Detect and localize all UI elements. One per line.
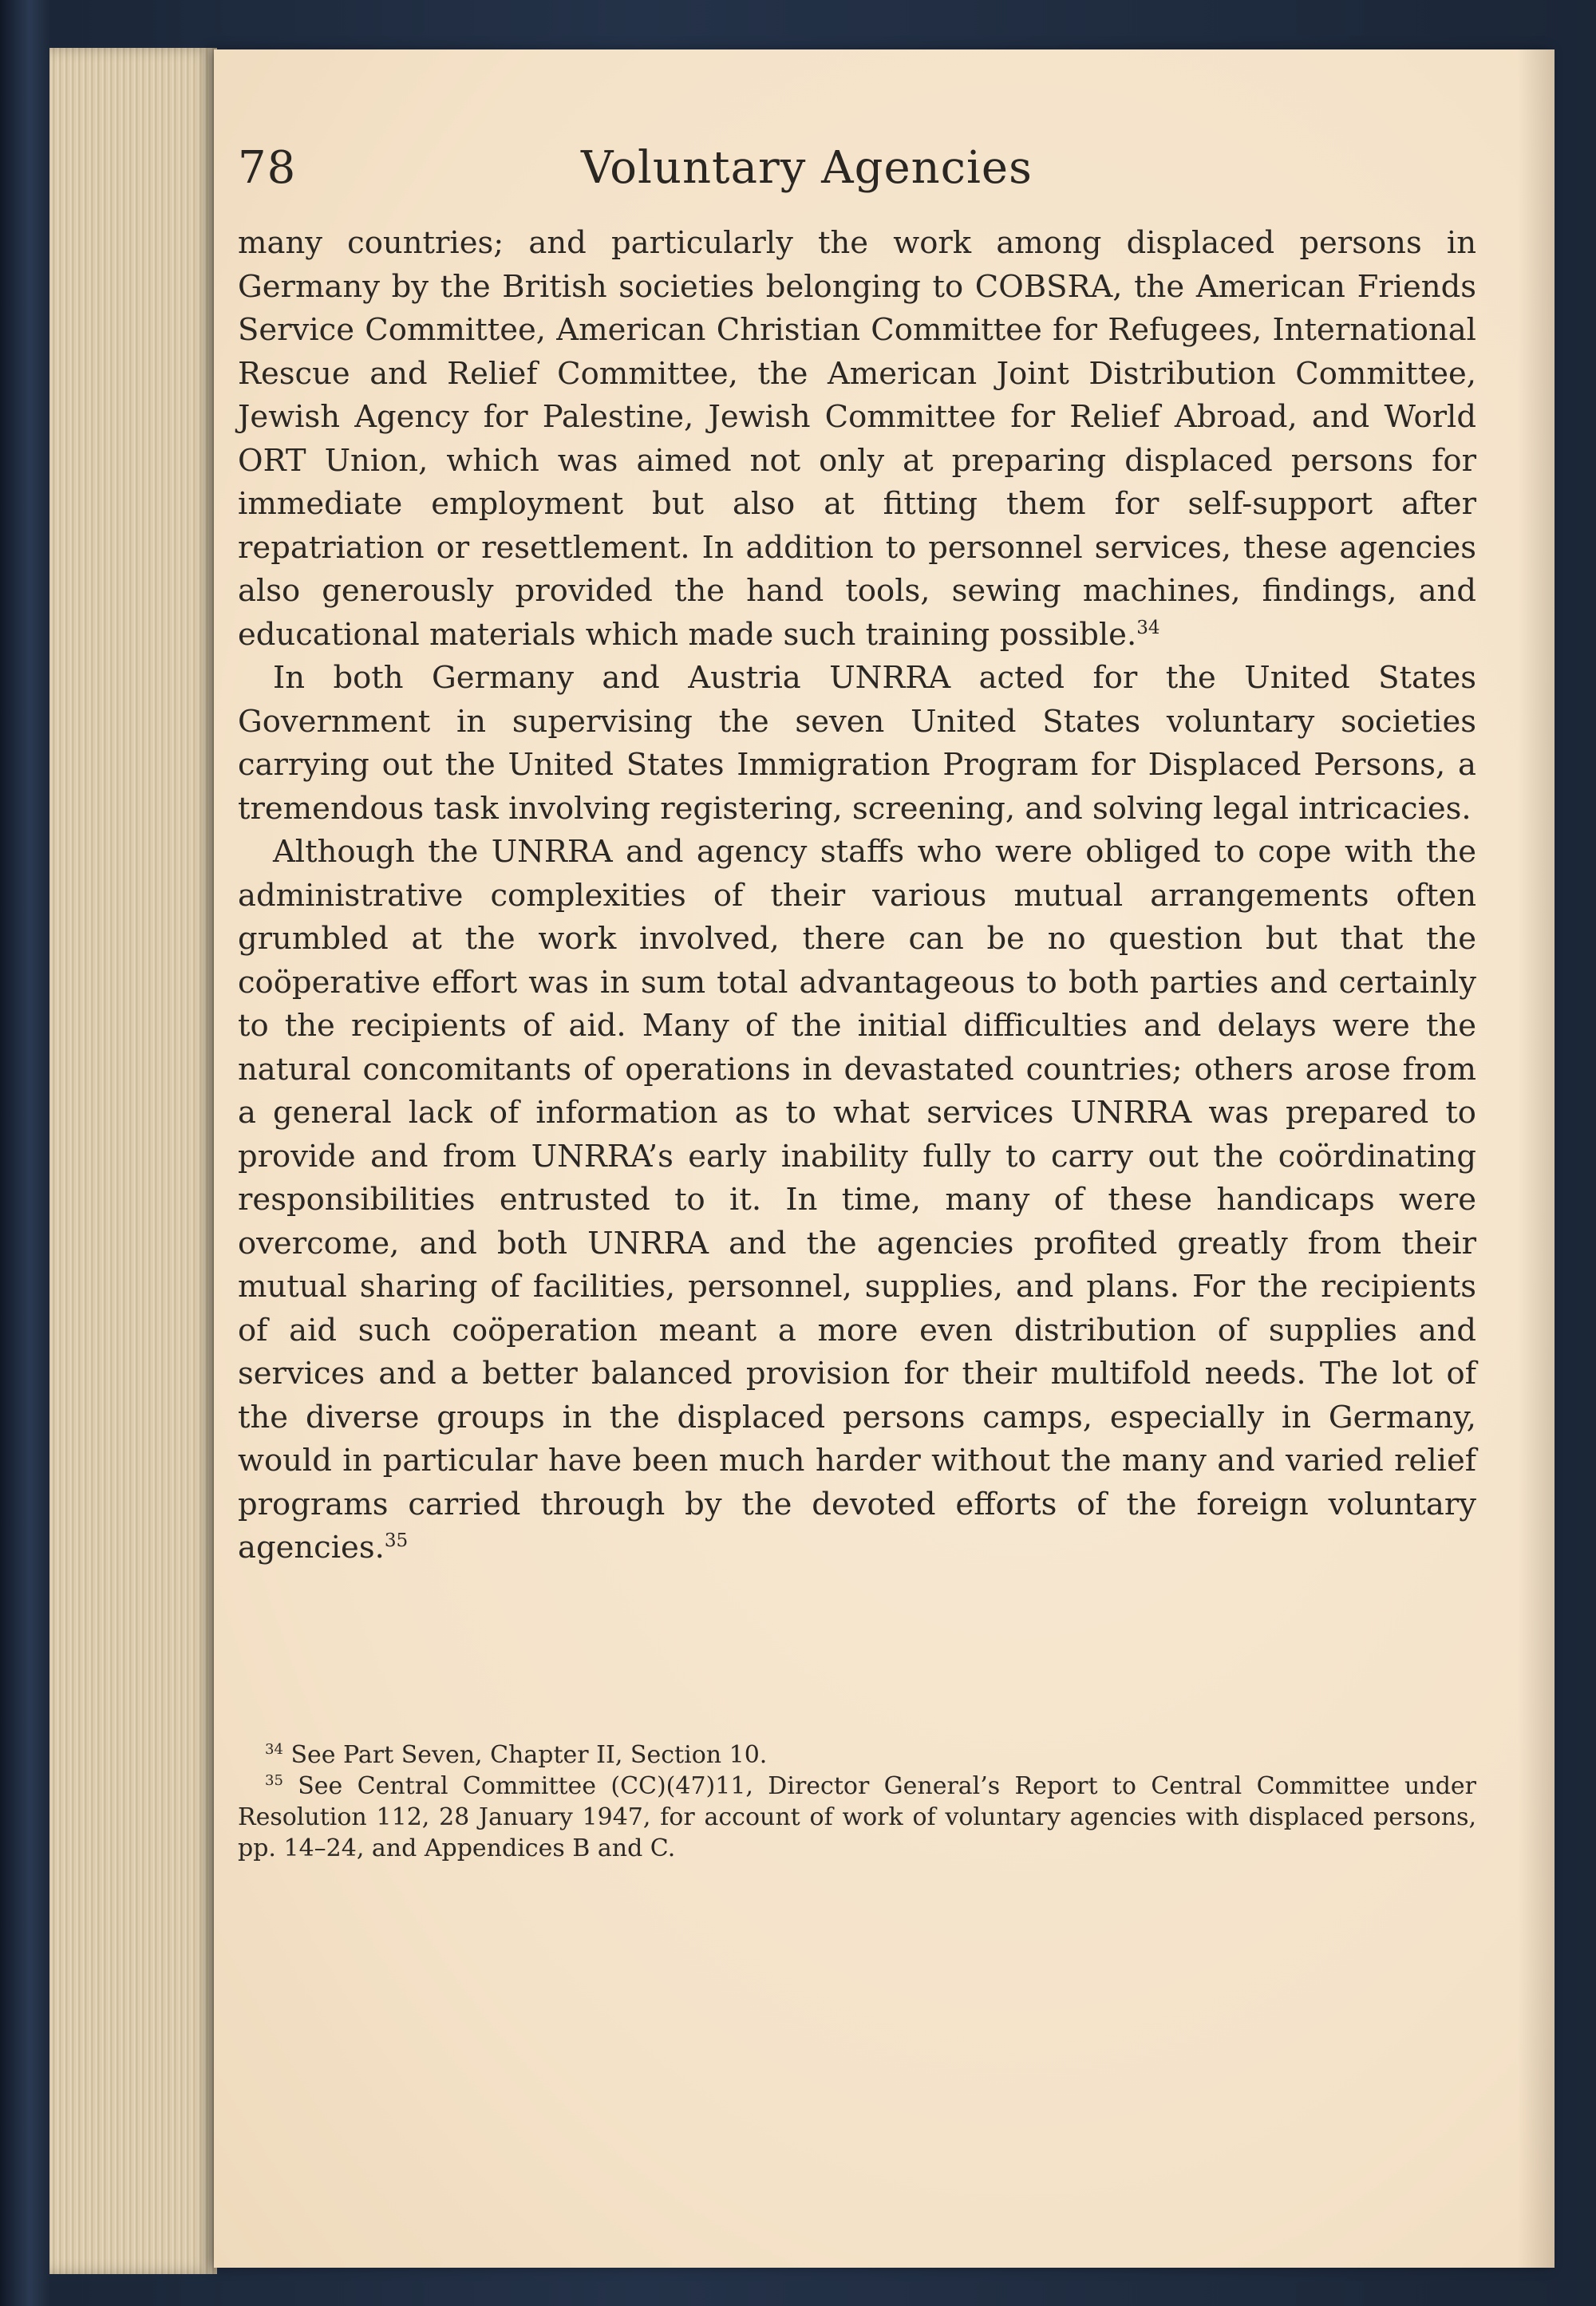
book-cover-edge [0, 0, 49, 2306]
footnotes [238, 1739, 1476, 1864]
footnote-text: See Central Committee (CC)(47)11, Director General’s Report to Central Committee under Resolution 112, 28 January 1947, for account of work of voluntary agencies with displaced persons, pp. 14–24, and Appendices B and C. [238, 1772, 1476, 1862]
paragraph [238, 222, 1476, 657]
page-number: 78 [238, 142, 297, 194]
footnote-reference: 35 [384, 1530, 409, 1552]
paragraph-text: many countries; and particularly the work among displaced persons in Germany by the British societies belonging to COBSRA, the American Friends Service Committee, American Christian Committee for Refugees, International Rescue and Relief Committee, the American Joint Distribution Committee, Jewish Agency for Palestine, Jewish Committee for Relief Abroad, and World ORT Union, which was aimed not only at preparing displaced persons for immediate employment but also at fitting them for self-support after repatriation or resettlement. In addition to personnel services, these agencies also generously provided the hand tools, sewing machines, findings, and educational materials which made such training possible. [238, 225, 1476, 653]
paragraph [238, 831, 1476, 1570]
footnote-reference: 34 [1136, 617, 1160, 638]
page-shadow [1518, 49, 1555, 2268]
running-title: Voluntary Agencies [581, 142, 1033, 194]
paragraph [238, 657, 1476, 831]
footnote-number: 34 [265, 1741, 283, 1758]
page-stack-edge [49, 48, 217, 2274]
footnote [238, 1771, 1476, 1864]
paragraph-text: In both Germany and Austria UNRRA acted for the United States Government in supervising the seven United States voluntary societies carrying out the United States Immigration Program for Displaced Persons, a tremendous task involving registering, screening, and solving legal intricacies. [238, 660, 1476, 827]
footnote-number: 35 [265, 1772, 283, 1789]
paragraph-text: Although the UNRRA and agency staffs who were obliged to cope with the administrative complexities of their various mutual arrangements often grumbled at the work involved, there can be no question but that the coöperative effort was in sum total advantageous to both parties and certainly to the recipients of aid. Many of the initial difficulties and delays were the natural concomitants of operations in devastated countries; others arose from a general lack of information as to what services UNRRA was prepared to provide and from UNRRA’s early inability fully to carry out the coördinating responsibilities entrusted to it. In time, many of these handicaps were overcome, and both UNRRA and the agencies profited greatly from their mutual sharing of facilities, personnel, supplies, and plans. For the recipients of aid such coöperation meant a more even distribution of supplies and services and a better balanced provision for their multifold needs. The lot of the diverse groups in the displaced persons camps, especially in Germany, would in particular have been much harder without the many and varied relief programs carried through by the devoted efforts of the foreign voluntary agencies. [238, 834, 1476, 1566]
footnote-text: See Part Seven, Chapter II, Section 10. [290, 1741, 768, 1769]
body-text [238, 222, 1476, 1570]
footnote [238, 1739, 1476, 1771]
